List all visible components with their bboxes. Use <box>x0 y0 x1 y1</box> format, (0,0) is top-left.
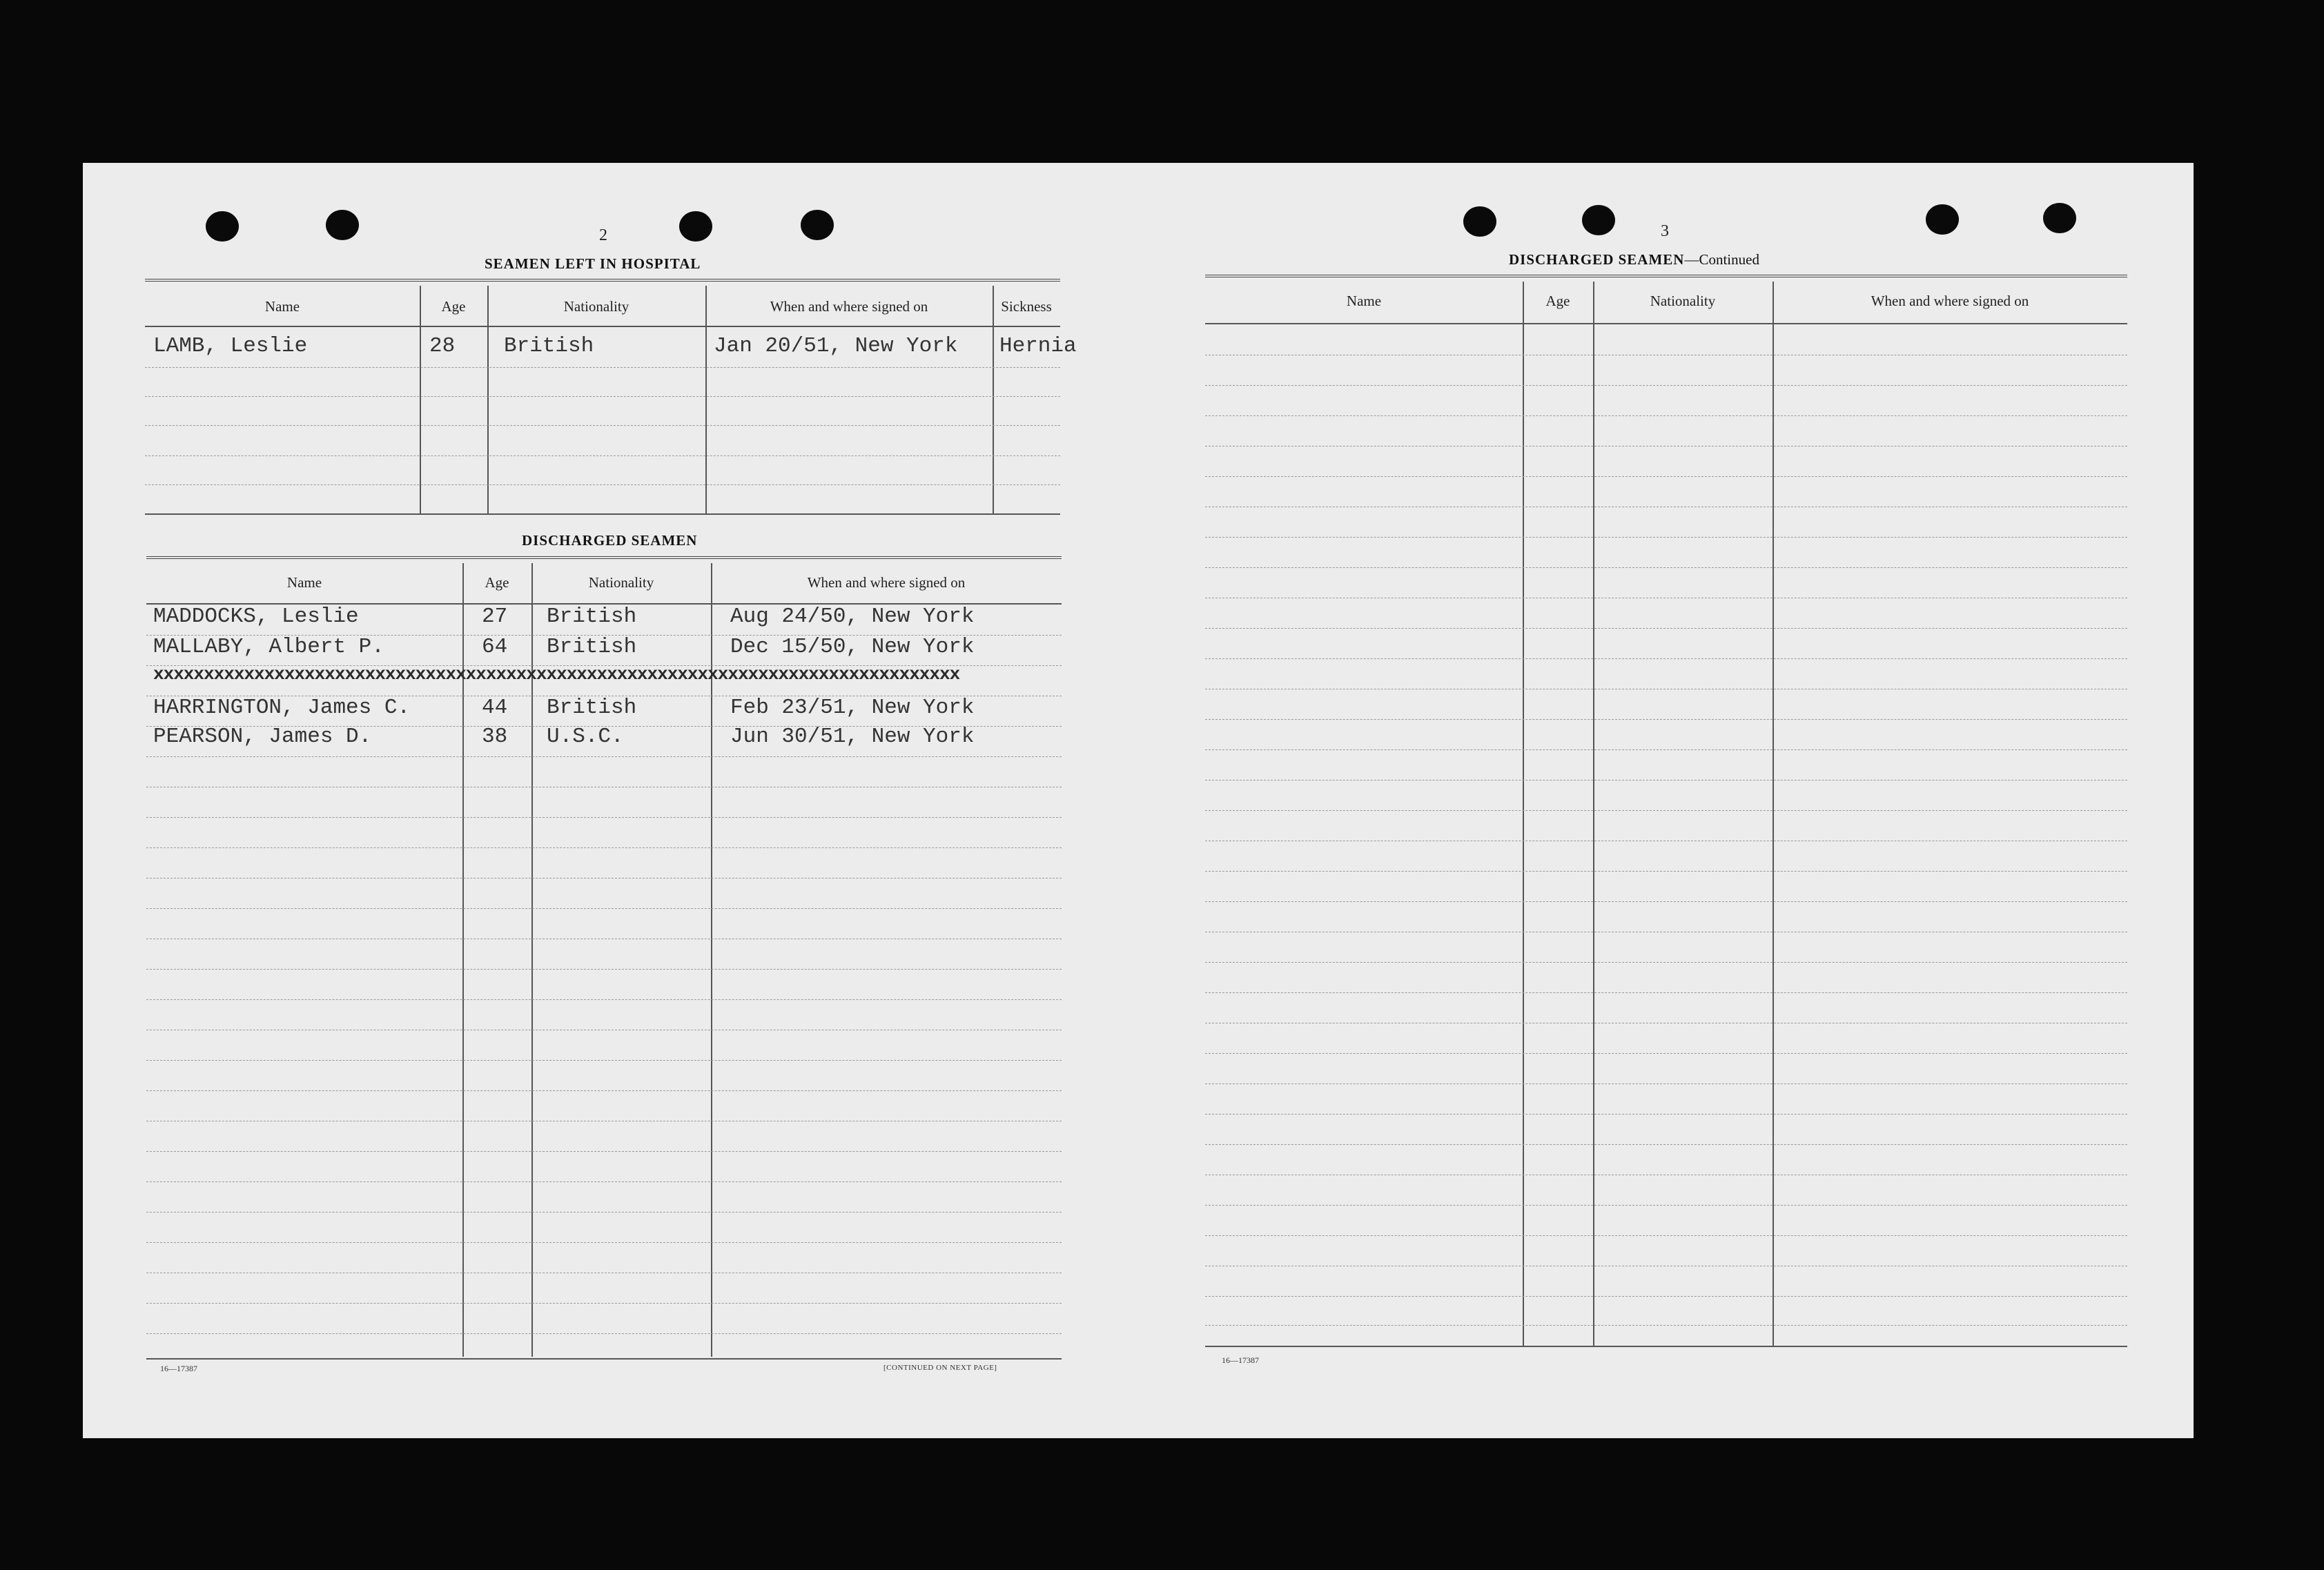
discharged-row-1-nationality: British <box>547 605 637 629</box>
discharged-row-5-name: PEARSON, James D. <box>153 725 372 749</box>
discharged-row-1-age: 27 <box>482 605 508 629</box>
discharged-row-4-name: HARRINGTON, James C. <box>153 696 411 720</box>
punch-hole <box>679 211 712 242</box>
hospital-header-name: Name <box>264 298 300 315</box>
discharged-row-5-signed-on: Jun 30/51, New York <box>730 725 975 749</box>
discharged-header-signed-on: When and where signed on <box>807 574 966 591</box>
continued-note: [CONTINUED ON NEXT PAGE] <box>883 1364 997 1372</box>
hospital-header-signed-on: When and where signed on <box>770 298 928 315</box>
discharged-row-4-signed-on: Feb 23/51, New York <box>730 696 975 720</box>
punch-hole <box>206 211 239 242</box>
right-header-signed-on: When and where signed on <box>1871 293 2029 309</box>
discharged-table-right <box>1205 275 2127 1379</box>
discharged-continued-title-suffix: —Continued <box>1684 251 1759 268</box>
hospital-header-sickness: Sickness <box>1001 298 1052 315</box>
hospital-header-age: Age <box>441 298 466 315</box>
discharged-row-2-age: 64 <box>482 635 508 659</box>
discharged-row-5-age: 38 <box>482 725 508 749</box>
discharged-section-title: DISCHARGED SEAMEN <box>522 532 698 549</box>
page-number-left: 2 <box>599 226 607 244</box>
hospital-row-sickness: Hernia <box>999 334 1077 358</box>
hospital-row-nationality: British <box>504 334 594 358</box>
discharged-row-2-signed-on: Dec 15/50, New York <box>730 635 975 659</box>
discharged-row-1-name: MADDOCKS, Leslie <box>153 605 359 629</box>
form-number-right: 16—17387 <box>1222 1355 1259 1365</box>
punch-hole <box>801 210 834 240</box>
right-header-age: Age <box>1545 293 1570 309</box>
punch-hole <box>1582 205 1615 235</box>
discharged-table-left <box>146 556 1062 1364</box>
page-number-right: 3 <box>1661 222 1669 240</box>
document-sheet <box>83 163 2194 1438</box>
hospital-row-age: 28 <box>429 334 456 358</box>
discharged-header-nationality: Nationality <box>588 574 654 591</box>
discharged-row-1-signed-on: Aug 24/50, New York <box>730 605 975 629</box>
discharged-row-2-name: MALLABY, Albert P. <box>153 635 384 659</box>
discharged-row-3-struck-out: xxxxxxxxxxxxxxxxxxxxxxxxxxxxxxxxxxxxxxxxxxxxxxxxxxxxxxxxxxxxxxxxxxxxxxxxxxxxxxxx <box>153 664 960 685</box>
form-number-left: 16—17387 <box>160 1364 197 1373</box>
discharged-row-4-nationality: British <box>547 696 637 720</box>
punch-hole <box>2043 203 2076 233</box>
discharged-header-name: Name <box>286 574 322 591</box>
punch-hole <box>1463 206 1496 237</box>
hospital-section-title: SEAMEN LEFT IN HOSPITAL <box>485 255 701 272</box>
right-header-nationality: Nationality <box>1650 293 1716 309</box>
hospital-row-signed-on: Jan 20/51, New York <box>714 334 958 358</box>
right-header-name: Name <box>1346 293 1382 309</box>
punch-hole <box>1926 204 1959 235</box>
hospital-header-nationality: Nationality <box>563 298 629 315</box>
discharged-continued-title <box>1509 251 1759 268</box>
discharged-row-2-nationality: British <box>547 635 637 659</box>
punch-hole <box>326 210 359 240</box>
discharged-row-5-nationality: U.S.C. <box>547 725 624 749</box>
discharged-continued-title-main: DISCHARGED SEAMEN <box>1509 251 1685 268</box>
hospital-row-name: LAMB, Leslie <box>153 334 308 358</box>
discharged-row-4-age: 44 <box>482 696 508 720</box>
discharged-header-age: Age <box>485 574 509 591</box>
